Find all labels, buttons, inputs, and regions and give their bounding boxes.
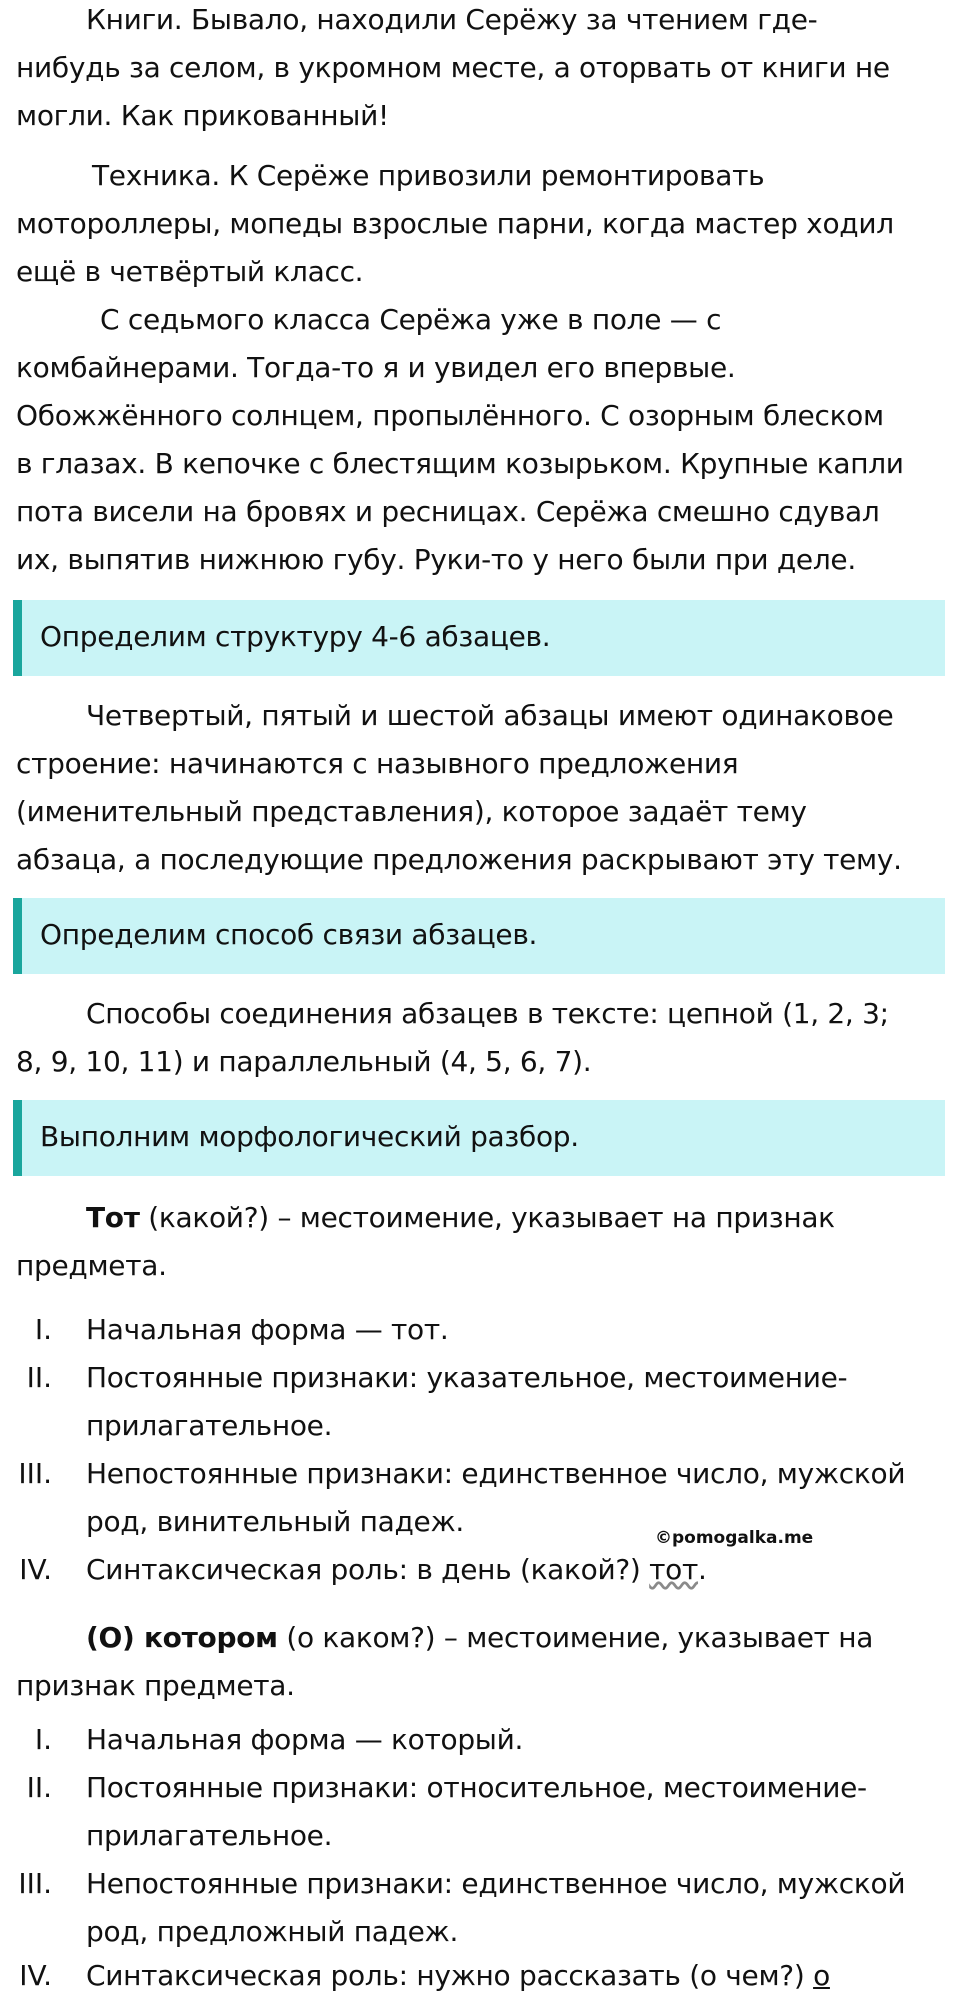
list-number: IV. (19, 1959, 52, 1992)
paragraph-line: их, выпятив нижнюю губу. Руки-то у него были при деле. (16, 543, 856, 576)
list-number: I. (34, 1313, 52, 1346)
underlined-word: тот (649, 1553, 699, 1586)
section-text-line: Способы соединения абзацев в тексте: цепной (1, 2, 3; (86, 997, 889, 1030)
list-item-text (86, 1548, 707, 1592)
paragraph-line: Книги. Бывало, находили Серёжу за чтением где- (86, 3, 818, 36)
word2-intro-line2: признак предмета. (16, 1669, 295, 1702)
list-number: II. (26, 1771, 52, 1804)
paragraph-line: мотороллеры, мопеды взрослые парни, когда мастер ходил (16, 207, 894, 240)
list-number: II. (26, 1361, 52, 1394)
watermark: ©pomogalka.me (655, 1528, 814, 1548)
list-item-text-main: Синтаксическая роль: в день (какой?) (86, 1553, 650, 1586)
underlined-word: о (813, 1959, 830, 1992)
word1-intro-text: (какой?) – местоимение, указывает на признак (139, 1201, 835, 1234)
section-header-structure (13, 600, 945, 676)
list-item-text: Начальная форма — который. (86, 1723, 524, 1756)
section-title: Определим структуру 4-6 абзацев. (40, 620, 551, 653)
list-number: III. (18, 1867, 52, 1900)
list-item-text: Начальная форма — тот. (86, 1313, 449, 1346)
list-item-text-cont: род, предложный падеж. (86, 1915, 459, 1948)
section-header-connection (13, 898, 945, 974)
paragraph-line: Техника. К Серёже привозили ремонтировать (92, 159, 765, 192)
list-item-tail: . (698, 1553, 707, 1586)
list-number: III. (18, 1457, 52, 1490)
word1-term: Тот (86, 1201, 140, 1234)
word2-intro (86, 1616, 873, 1660)
word2-term: (О) котором (86, 1621, 278, 1654)
section-text-line: 8, 9, 10, 11) и параллельный (4, 5, 6, 7). (16, 1045, 592, 1078)
paragraph-line: С седьмого класса Серёжа уже в поле — с (100, 303, 722, 336)
section-text-line: абзаца, а последующие предложения раскрывают эту тему. (16, 843, 902, 876)
list-item-text-cont: род, винительный падеж. (86, 1505, 464, 1538)
list-item-text-main: Синтаксическая роль: нужно рассказать (о чем?) (86, 1959, 814, 1992)
section-header-morphology (13, 1100, 945, 1176)
list-item-text: Непостоянные признаки: единственное число, мужской (86, 1867, 906, 1900)
paragraph-line: Обожжённого солнцем, пропылённого. С озорным блеском (16, 399, 884, 432)
word1-intro-line2: предмета. (16, 1249, 167, 1282)
section-text-line: Четвертый, пятый и шестой абзацы имеют одинаковое (86, 699, 894, 732)
paragraph-line: пота висели на бровях и ресницах. Серёжа смешно сдувал (16, 495, 880, 528)
list-number: I. (34, 1723, 52, 1756)
list-item-text-cont: прилагательное. (86, 1819, 333, 1852)
word2-intro-text: (о каком?) – местоимение, указывает на (277, 1621, 874, 1654)
section-text-line: строение: начинаются с назывного предложения (16, 747, 739, 780)
section-title: Выполним морфологический разбор. (40, 1120, 579, 1153)
list-item-text: Постоянные признаки: относительное, местоимение- (86, 1771, 867, 1804)
list-item-text: Непостоянные признаки: единственное число, мужской (86, 1457, 906, 1490)
paragraph-line: могли. Как прикованный! (16, 99, 389, 132)
word1-intro (86, 1196, 835, 1240)
paragraph-line: в глазах. В кепочке с блестящим козырьком. Крупные капли (16, 447, 904, 480)
section-text-line: (именительный представления), которое задаёт тему (16, 795, 807, 828)
section-title: Определим способ связи абзацев. (40, 918, 538, 951)
list-number: IV. (19, 1553, 52, 1586)
paragraph-line: ещё в четвёртый класс. (16, 255, 364, 288)
list-item-text: Постоянные признаки: указательное, местоимение- (86, 1361, 848, 1394)
paragraph-line: нибудь за селом, в укромном месте, а оторвать от книги не (16, 51, 890, 84)
list-item-text-cont: прилагательное. (86, 1409, 333, 1442)
list-item-text (86, 1954, 830, 1998)
paragraph-line: комбайнерами. Тогда-то я и увидел его впервые. (16, 351, 736, 384)
